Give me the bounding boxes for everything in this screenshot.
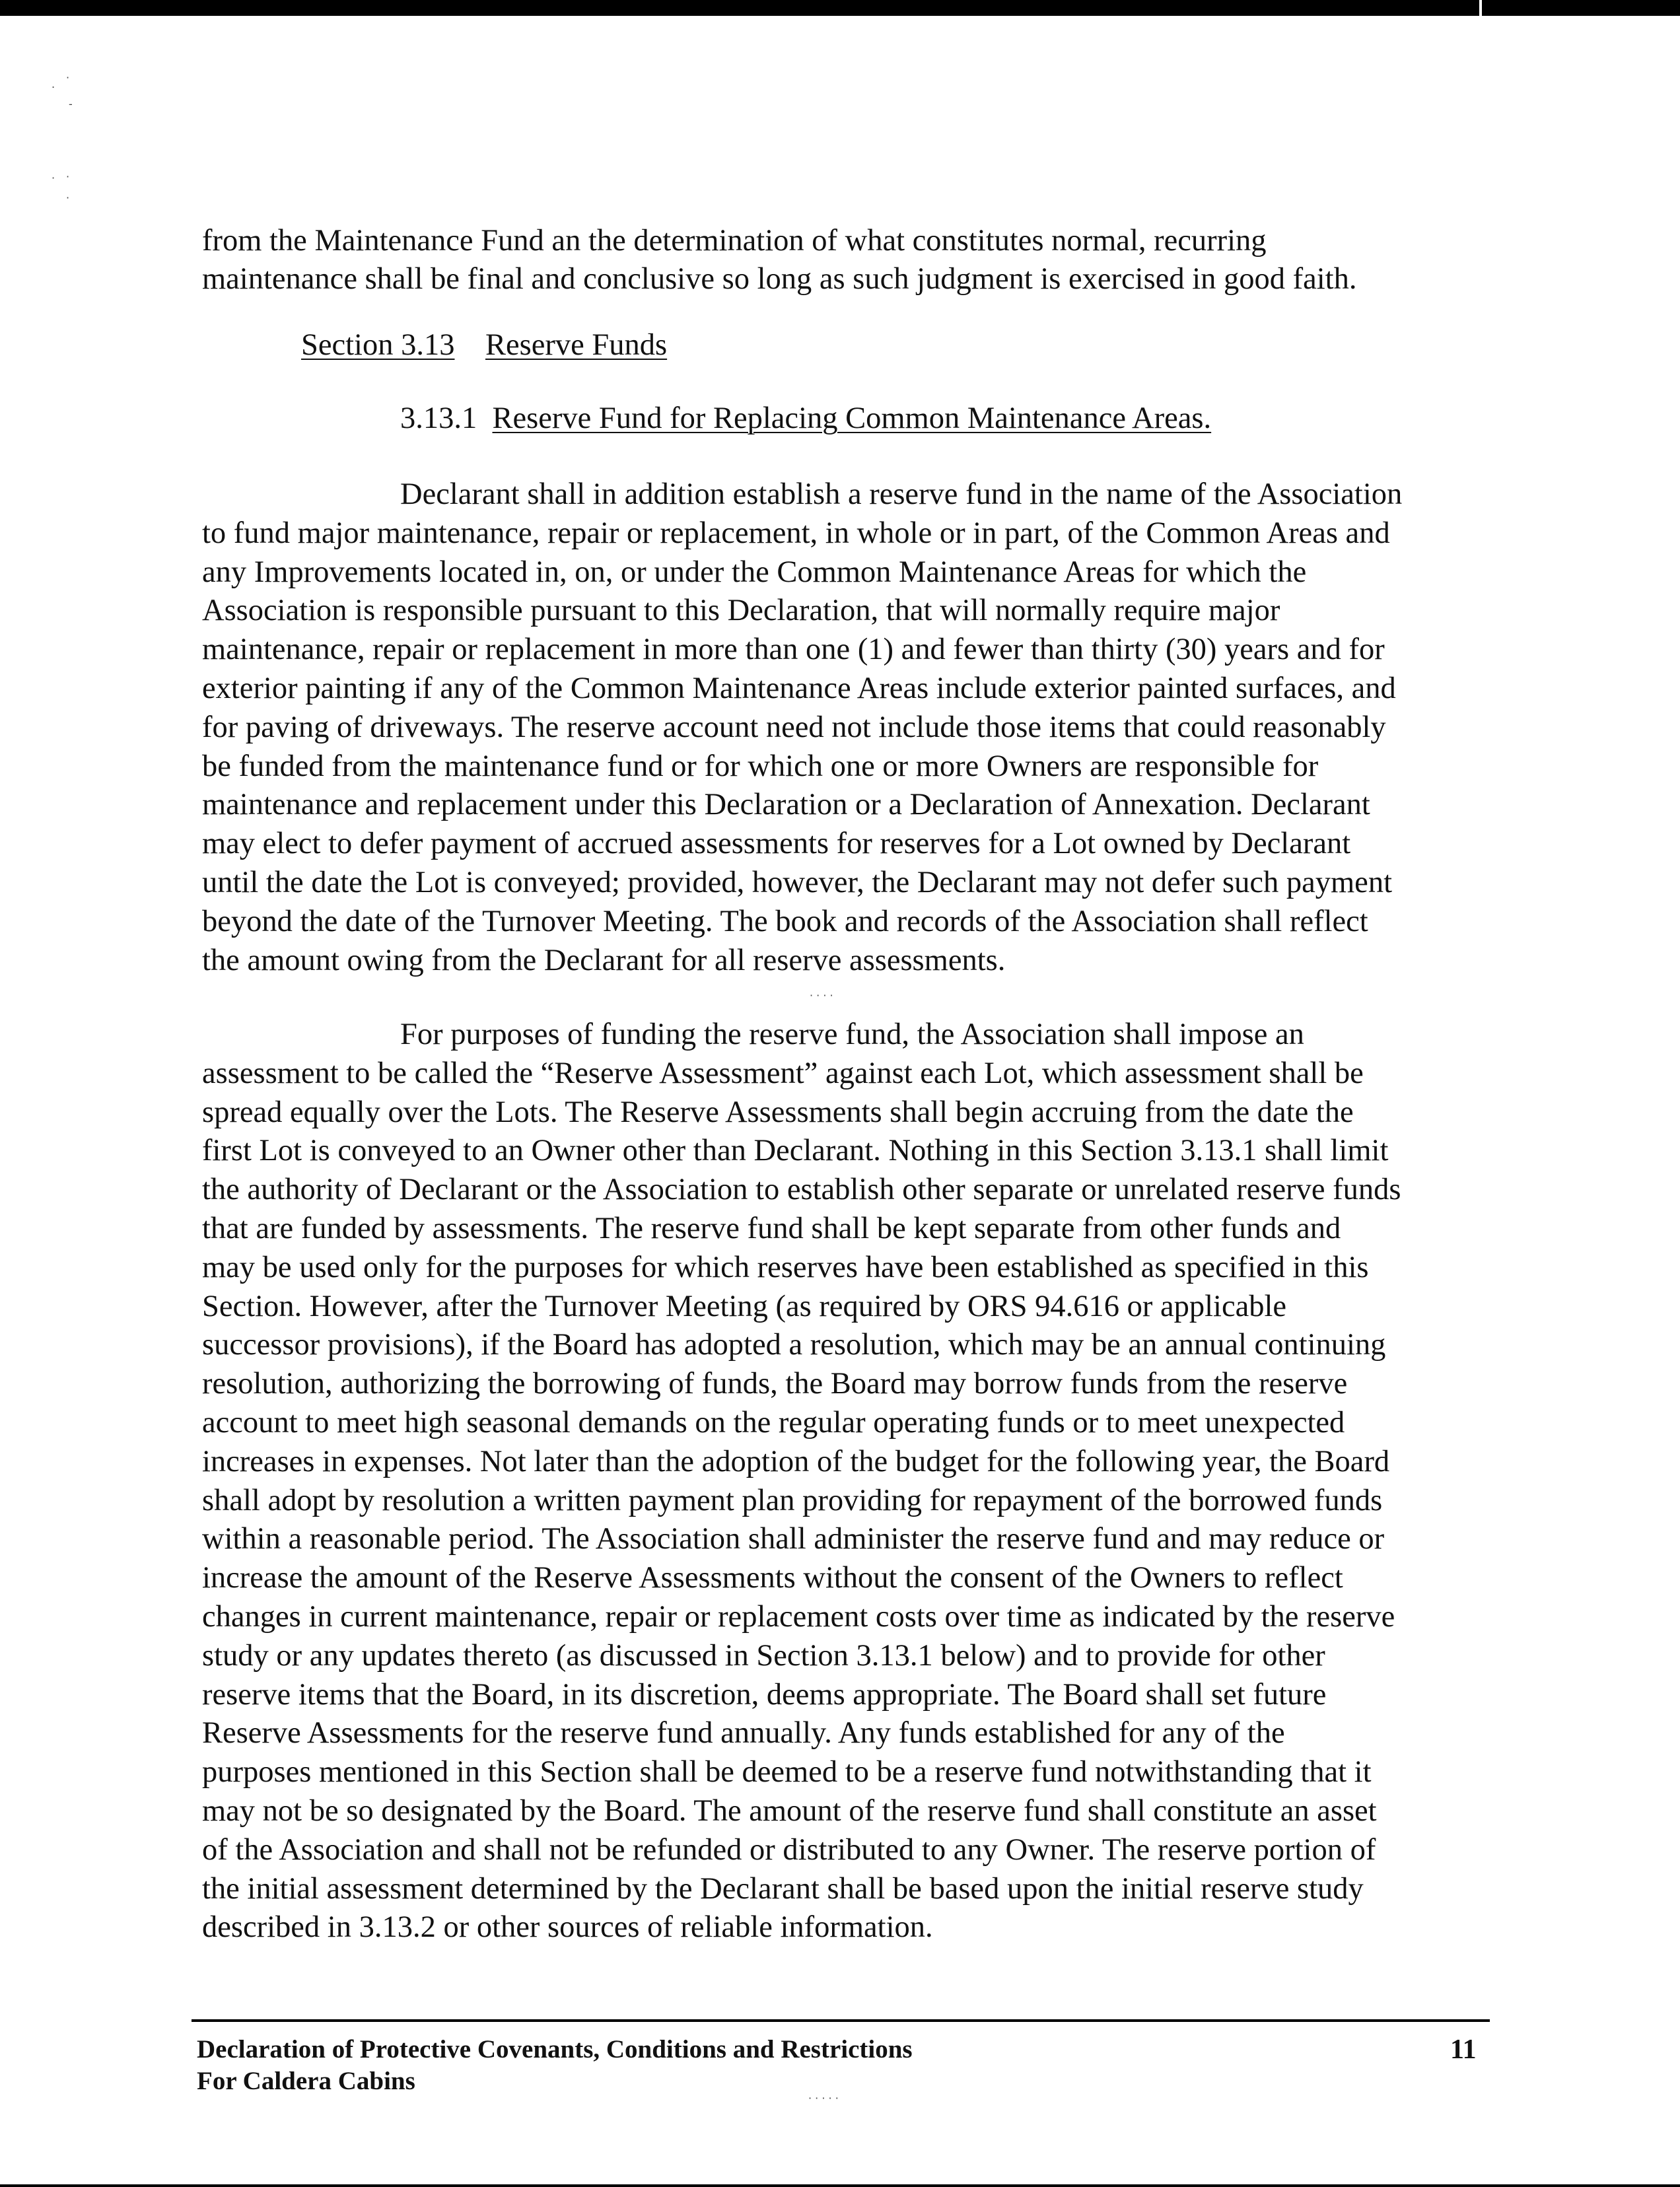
paragraph-line: changes in current maintenance, repair or replacement costs over time as indicated by the reserve <box>202 1599 1395 1634</box>
paragraph-line: first Lot is conveyed to an Owner other than Declarant. Nothing in this Section 3.13.1 shall limit <box>202 1134 1389 1168</box>
section-number: Section 3.13 <box>301 328 455 362</box>
paragraph-line: increases in expenses. Not later than the adoption of the budget for the following year, the Board <box>202 1444 1390 1478</box>
continuation-line: from the Maintenance Fund an the determination of what constitutes normal, recurring <box>202 224 1267 258</box>
paragraph-line: purposes mentioned in this Section shall be deemed to be a reserve fund notwithstanding that it <box>202 1755 1372 1789</box>
paragraph-line: the authority of Declarant or the Association to establish other separate or unrelated reserve funds <box>202 1173 1401 1207</box>
paragraph-line: Reserve Assessments for the reserve fund annually. Any funds established for any of the <box>202 1716 1285 1751</box>
paragraph-line: may be used only for the purposes for which reserves have been established as specified in this <box>202 1250 1369 1284</box>
paragraph-reserve-fund <box>202 475 1490 980</box>
paragraph-line: described in 3.13.2 or other sources of reliable information. <box>202 1910 933 1945</box>
subsection-title: Reserve Fund for Replacing Common Maintenance Areas. <box>492 401 1212 435</box>
paragraph-line: assessment to be called the “Reserve Assessment” against each Lot, which assessment shall be <box>202 1056 1364 1090</box>
scan-speck: · · · · · <box>808 2092 839 2104</box>
scan-speck: · <box>66 170 70 183</box>
paragraph-line: beyond the date of the Turnover Meeting. The book and records of the Association shall reflect <box>202 904 1368 938</box>
paragraph-line: Declarant shall in addition establish a reserve fund in the name of the Association <box>400 477 1403 511</box>
paragraph-line: maintenance, repair or replacement in more than one (1) and fewer than thirty (30) years and for <box>202 633 1385 667</box>
scan-speck: . <box>52 78 55 90</box>
paragraph-line: that are funded by assessments. The reserve fund shall be kept separate from other funds and <box>202 1211 1341 1245</box>
scan-bottom-border <box>0 2184 1680 2187</box>
section-title: Reserve Funds <box>485 328 668 362</box>
scan-speck: · <box>52 172 55 184</box>
paragraph-line: may not be so designated by the Board. The amount of the reserve fund shall constitute an asset <box>202 1793 1377 1828</box>
scan-border-mark <box>1479 0 1482 16</box>
page-number: 11 <box>1450 2034 1477 2065</box>
paragraph-line: resolution, authorizing the borrowing of funds, the Board may borrow funds from the reserve <box>202 1367 1348 1401</box>
paragraph-line: For purposes of funding the reserve fund, the Association shall impose an <box>400 1018 1304 1051</box>
paragraph-line: study or any updates thereto (as discussed in Section 3.13.1 below) and to provide for other <box>202 1638 1325 1673</box>
paragraph-line: to fund major maintenance, repair or replacement, in whole or in part, of the Common Areas and <box>202 516 1390 550</box>
footer-title-line: For Caldera Cabins <box>197 2067 415 2095</box>
section-heading <box>301 328 667 363</box>
scan-speck: · · · · <box>810 989 833 1002</box>
paragraph-line: until the date the Lot is conveyed; provided, however, the Declarant may not defer such payment <box>202 865 1392 899</box>
paragraph-line: for paving of driveways. The reserve account need not include those items that could reasonably <box>202 710 1386 744</box>
paragraph-line: increase the amount of the Reserve Assessments without the consent of the Owners to reflect <box>202 1561 1343 1595</box>
subsection-heading <box>400 401 1211 436</box>
paragraph-line: the amount owing from the Declarant for all reserve assessments. <box>202 943 1006 977</box>
footer-divider <box>192 2019 1490 2022</box>
paragraph-line: may elect to defer payment of accrued assessments for reserves for a Lot owned by Declarant <box>202 827 1351 861</box>
paragraph-line: successor provisions), if the Board has adopted a resolution, which may be an annual continuing <box>202 1328 1386 1362</box>
paragraph-line: of the Association and shall not be refunded or distributed to any Owner. The reserve portion of <box>202 1832 1376 1867</box>
paragraph-line: within a reasonable period. The Association shall administer the reserve fund and may reduce or <box>202 1522 1385 1556</box>
scan-speck: · <box>66 191 70 204</box>
paragraph-line: the initial assessment determined by the Declarant shall be based upon the initial reserve study <box>202 1871 1364 1906</box>
paragraph-line: account to meet high seasonal demands on the regular operating funds or to meet unexpected <box>202 1405 1345 1440</box>
paragraph-line: Section. However, after the Turnover Meeting (as required by ORS 94.616 or applicable <box>202 1289 1287 1323</box>
scan-speck: - <box>69 98 73 110</box>
continuation-line: maintenance shall be final and conclusive so long as such judgment is exercised in good faith. <box>202 262 1357 296</box>
paragraph-reserve-assessment <box>202 1016 1490 1947</box>
paragraph-line: maintenance and replacement under this Declaration or a Declaration of Annexation. Declarant <box>202 788 1370 822</box>
subsection-number: 3.13.1 <box>400 401 477 435</box>
paragraph-line: exterior painting if any of the Common Maintenance Areas include exterior painted surfaces, and <box>202 671 1396 705</box>
paragraph-line: shall adopt by resolution a written payment plan providing for repayment of the borrowed funds <box>202 1483 1383 1517</box>
footer-title-line: Declaration of Protective Covenants, Conditions and Restrictions <box>197 2035 913 2064</box>
paragraph-line: Association is responsible pursuant to this Declaration, that will normally require major <box>202 594 1280 628</box>
scan-top-border <box>0 0 1680 16</box>
paragraph-line: be funded from the maintenance fund or for which one or more Owners are responsible for <box>202 749 1319 783</box>
scan-speck: · <box>66 71 70 84</box>
paragraph-line: any Improvements located in, on, or under the Common Maintenance Areas for which the <box>202 555 1307 589</box>
paragraph-line: spread equally over the Lots. The Reserve Assessments shall begin accruing from the date the <box>202 1095 1354 1129</box>
paragraph-line: reserve items that the Board, in its discretion, deems appropriate. The Board shall set future <box>202 1677 1327 1712</box>
footer-document-title <box>197 2034 913 2097</box>
